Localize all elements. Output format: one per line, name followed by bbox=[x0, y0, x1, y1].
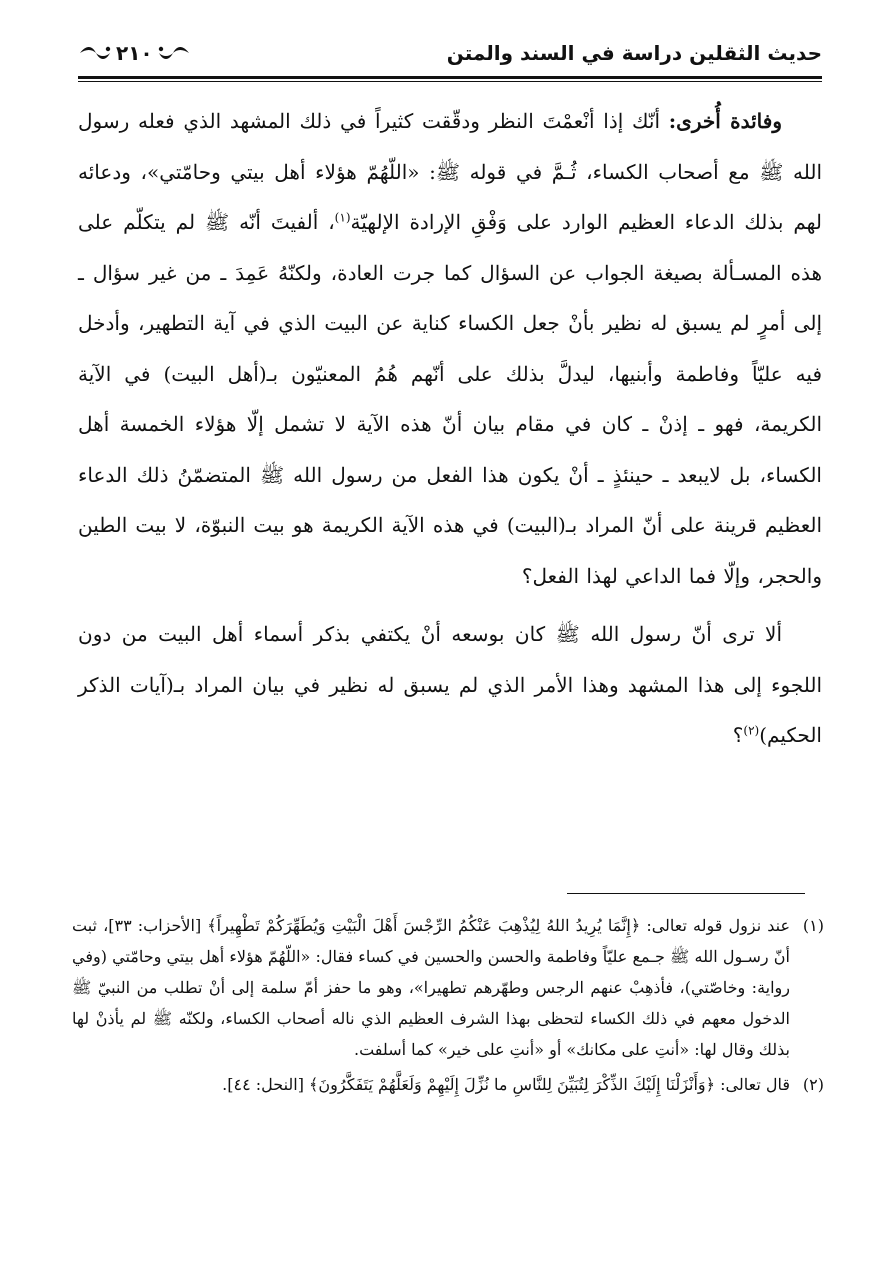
running-title: حديث الثقلين دراسة في السند والمتن bbox=[446, 41, 822, 65]
header-rule bbox=[78, 76, 822, 79]
footnote-separator bbox=[567, 893, 805, 894]
footnote-number: (٢) bbox=[802, 1075, 824, 1094]
main-text bbox=[78, 96, 822, 761]
paragraph-text-continued: ، ألفيتَ أنّه ﷺ لم يتكلّم على هذه المسـألة بصيغة الجواب عن السؤال كما جرت العادة، ولكنّهُ عَمِدَ ـ من غير سؤال ـ إلى أمرٍ لم يسبق له نظير بأنْ جعل الكساء كناية عن البيت الذي في آية التطهير، وأدخل فيه عليّاً وفاطمة وأبنيها، ليدلَّ بذلك على أنّهم هُمُ المعنيّون بـ(أهل البيت) في الآية الكريمة، فهو ـ إذنْ ـ كان في مقام بيان أنّ هذه الآية لا تشمل إلّا هؤلاء الخمسة أهل الكساء، بل لايبعد ـ حينئذٍ ـ أنْ يكون هذا الفعل من رسول الله ﷺ المتضمّنُ ذلك الدعاء العظيم قرينة على أنّ المراد بـ(البيت) في هذه الآية الكريمة هو بيت النبوّة، لا بيت الطين والحجر، وإلّا فما الداعي لهذا الفعل؟ bbox=[78, 210, 823, 588]
footnotes bbox=[72, 910, 824, 1100]
footnote-1 bbox=[72, 910, 824, 1065]
left-ornament-icon bbox=[78, 44, 112, 62]
paragraph-lead: وفائدة أُخرى: bbox=[668, 109, 782, 133]
footnote-number: (١) bbox=[802, 916, 824, 935]
page-number-group bbox=[78, 38, 191, 68]
paragraph-2 bbox=[78, 609, 822, 761]
header-rule-thin bbox=[78, 81, 822, 82]
footnote-text: عند نزول قوله تعالى: ﴿إِنَّمَا يُرِيدُ اللهُ لِيُذْهِبَ عَنْكُمُ الرِّجْسَ أَهْلَ الْبَيْتِ وَيُطَهِّرَكُمْ تَطْهِيراً﴾ [الأحزاب: ٣٣]، ثبت أنّ رسـول الله ﷺ جـمع عليّاً وفاطمة والحسن والحسين في كساء فقال: «اللّهُمّ هؤلاء أهل بيتي وحامّتي (وفي رواية: وخاصّتي)، فأذهِبْ عنهم الرجس وطهّرهم تطهيرا»، وهو ما حفز أمّ سلمة إلى أنْ تطلب من النبيّ ﷺ الدخول معهم في ذلك الكساء لتحظى بهذا الشرف العظيم الذي ناله أصحاب الكساء، ولكنّه ﷺ لم يأذنْ لها بذلك وقال لها: «أنتِ على مكانك» أو «أنتِ على خير» كما أسلفت. bbox=[72, 916, 791, 1059]
footnote-ref-2[interactable]: (٢) bbox=[743, 723, 760, 738]
paragraph-text: أنّك إذا أنْعمْتَ النظر ودقّقت كثيراً في ذلك المشهد الذي فعله رسول الله ﷺ مع أصحاب الكساء، ثُـمَّ في قوله ﷺ: «اللّهُمّ هؤلاء أهل بيتي وحامّتي»، ودعائه لهم بذلك الدعاء العظيم الوارد على وَفْقِ الإرادة الإلهيّة bbox=[78, 109, 822, 234]
footnote-2 bbox=[72, 1069, 824, 1100]
paragraph-text: ألا ترى أنّ رسول الله ﷺ كان بوسعه أنْ يكتفي بذكر أسماء أهل البيت من دون اللجوء إلى هذا المشهد وهذا الأمر الذي لم يسبق له نظير في بيان المراد بـ(آيات الذكر الحكيم) bbox=[78, 622, 822, 747]
paragraph-text-continued: ؟ bbox=[732, 723, 744, 747]
right-ornament-icon bbox=[157, 44, 191, 62]
page-header bbox=[78, 38, 822, 82]
page-number: ٢١٠ bbox=[116, 41, 153, 65]
paragraph-1 bbox=[78, 96, 822, 601]
footnote-ref-1[interactable]: (١) bbox=[334, 210, 351, 225]
footnote-text: قال تعالى: ﴿وَأَنْزَلْنَا إِلَيْكَ الذِّكْرَ لِتُبَيِّنَ لِلنَّاسِ ما نُزِّلَ إِلَيْهِمْ وَلَعَلَّهُمْ يَتَفَكَّرُونَ﴾ [النحل: ٤٤]. bbox=[222, 1075, 790, 1094]
